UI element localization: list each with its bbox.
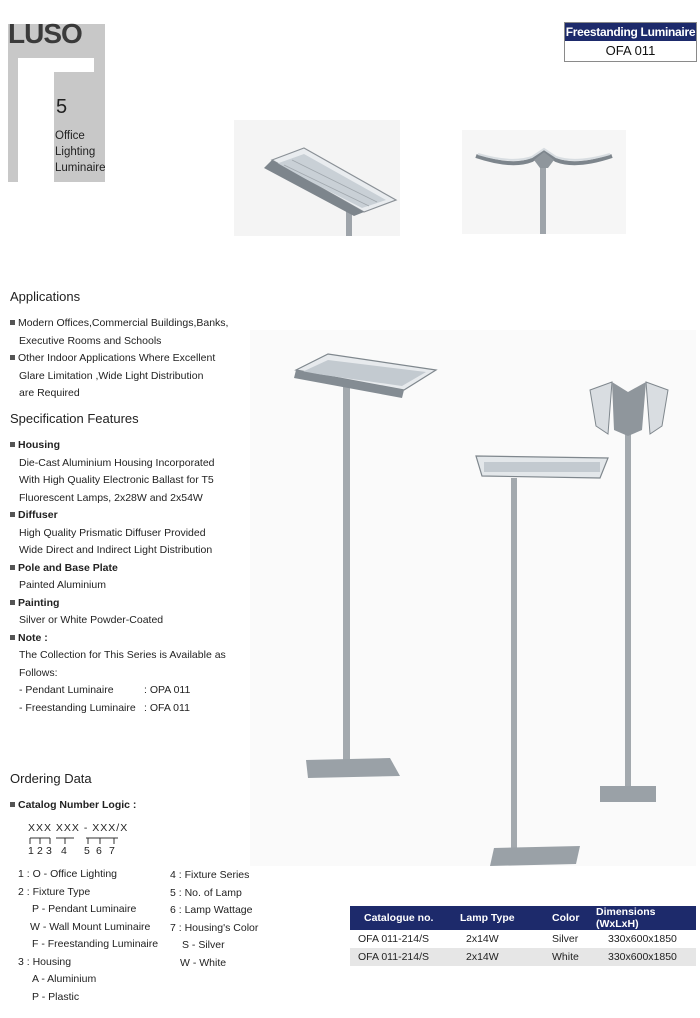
- ordering-entry: 3 : Housing: [18, 955, 72, 968]
- ordering-right-list: [170, 867, 258, 972]
- spec-line: Wide Direct and Indirect Light Distribution: [19, 544, 213, 556]
- ordering-entry: F - Freestanding Luminaire: [32, 938, 159, 950]
- table-cell: 2x14W: [466, 933, 499, 945]
- table-cell: 330x600x1850: [608, 933, 677, 945]
- table-header: Dimensions (WxLxH): [596, 906, 696, 930]
- specs-list: [10, 437, 260, 717]
- table-header: Lamp Type: [460, 906, 552, 930]
- logo-line: Office: [55, 130, 85, 142]
- spec-line: Die-Cast Aluminium Housing Incorporated: [19, 456, 215, 469]
- code-digit: 2: [37, 845, 43, 857]
- ordering-entry: 1 : O - Office Lighting: [18, 868, 118, 880]
- spec-line: Painted Aluminium: [19, 579, 106, 591]
- code-digit: 6: [96, 845, 102, 857]
- product-photo-angled: [234, 120, 400, 236]
- ordering-entry: 5 : No. of Lamp: [170, 886, 242, 899]
- ordering-entry: A - Aluminium: [32, 973, 97, 985]
- code-pattern: XXX XXX - XXX/X: [28, 822, 129, 834]
- code-digits: [28, 845, 128, 859]
- code-digit: 3: [46, 845, 52, 857]
- spec-title: Pole and Base Plate: [10, 560, 260, 578]
- ordering-entry: 6 : Lamp Wattage: [170, 904, 253, 916]
- ordering-entry: P - Pendant Luminaire: [32, 903, 137, 915]
- spec-line: Fluorescent Lamps, 2x28W and 2x54W: [19, 491, 203, 504]
- spec-title: Painting: [10, 595, 260, 613]
- product-category: Freestanding Luminaire: [565, 25, 696, 39]
- list-item: Other Indoor Applications Where Excellent: [10, 350, 250, 368]
- table-cell: OFA 011-214/S: [358, 933, 430, 945]
- spec-line: The Collection for This Series is Available as Follows:: [19, 649, 226, 679]
- ordering-entry: 7 : Housing's Color: [170, 921, 259, 934]
- catalogue-table: [350, 906, 696, 966]
- ordering-entry: S - Silver: [182, 939, 225, 951]
- spec-title: Housing: [10, 437, 260, 455]
- brand-logo: LUSO: [8, 18, 82, 49]
- table-row: [350, 948, 696, 966]
- code-digit: 7: [109, 845, 115, 857]
- spec-line: With High Quality Electronic Ballast for T5: [19, 474, 214, 486]
- table-cell: Silver: [552, 933, 579, 945]
- ordering-left-list: [18, 866, 158, 1006]
- collection-row: - Pendant Luminaire : OPA 011: [19, 684, 191, 696]
- product-photo-group: [250, 330, 696, 866]
- ordering-entry: 2 : Fixture Type: [18, 885, 91, 898]
- product-photo-side: [462, 130, 626, 234]
- spec-title: Note :: [10, 630, 260, 648]
- code-digit: 1: [28, 845, 34, 857]
- spec-line: Silver or White Powder-Coated: [19, 614, 164, 626]
- list-item-cont: are Required: [19, 387, 80, 399]
- collection-row: - Freestanding Luminaire : OFA 011: [19, 701, 190, 714]
- ordering-entry: P - Plastic: [32, 990, 80, 1003]
- list-item-cont: Executive Rooms and Schools: [19, 334, 162, 347]
- specs-heading: Specification Features: [10, 411, 139, 426]
- applications-heading: Applications: [10, 289, 81, 304]
- table-header: Color: [552, 906, 596, 930]
- code-digit: 4: [61, 845, 67, 857]
- table-cell: 330x600x1850: [596, 948, 696, 966]
- ordering-heading: Ordering Data: [10, 771, 92, 786]
- logo-line: Lighting: [55, 146, 96, 158]
- ordering-entry: W - White: [180, 956, 227, 969]
- table-cell: White: [552, 948, 596, 966]
- list-item-cont: Glare Limitation ,Wide Light Distribution: [19, 369, 204, 382]
- logo-line: Luminaire: [55, 162, 106, 174]
- table-cell: OFA 011-214/S: [350, 948, 460, 966]
- product-model: OFA 011: [605, 43, 656, 58]
- table-cell: 2x14W: [460, 948, 552, 966]
- table-header: Catalogue no.: [350, 906, 460, 930]
- code-digit: 5: [84, 845, 90, 857]
- catalog-logic-title: Catalog Number Logic :: [10, 797, 136, 815]
- spec-title: Diffuser: [10, 507, 260, 525]
- logo-number: 5: [56, 96, 68, 118]
- list-item: Modern Offices,Commercial Buildings,Banks,: [10, 315, 250, 333]
- ordering-entry: 4 : Fixture Series: [170, 869, 250, 881]
- table-header-row: [350, 906, 696, 930]
- applications-list: [10, 315, 250, 403]
- product-tag: [564, 22, 697, 62]
- spec-line: High Quality Prismatic Diffuser Provided: [19, 526, 206, 539]
- table-row: [350, 930, 696, 948]
- logo-subtitle: [55, 128, 106, 176]
- ordering-entry: W - Wall Mount Luminaire: [30, 920, 151, 933]
